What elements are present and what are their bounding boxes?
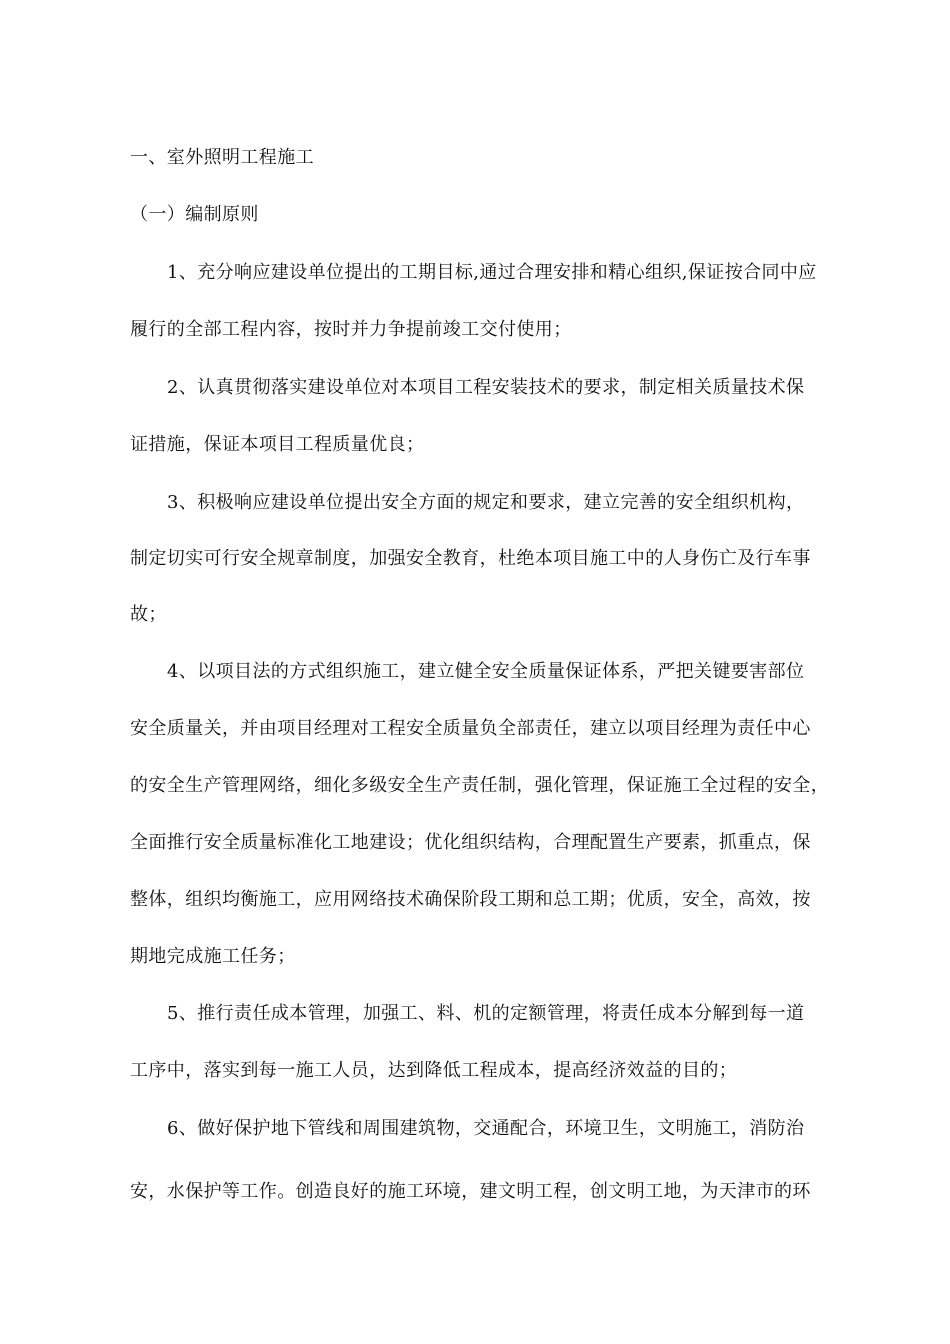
paragraph-line: 的安全生产管理网络，细化多级安全生产责任制，强化管理，保证施工全过程的安全， <box>130 775 830 796</box>
paragraph-line: 5、推行责任成本管理，加强工、料、机的定额管理，将责任成本分解到每一道 <box>167 1003 805 1024</box>
paragraph-line: 故； <box>130 604 167 625</box>
paragraph-line: 整体，组织均衡施工，应用网络技术确保阶段工期和总工期；优质，安全，高效，按 <box>130 889 811 910</box>
section-heading: 一、室外照明工程施工 <box>130 147 314 168</box>
paragraph-line: 6、做好保护地下管线和周围建筑物，交通配合，环境卫生，文明施工，消防治 <box>167 1118 805 1139</box>
paragraph-line: 期地完成施工任务； <box>130 946 296 967</box>
paragraph-line: 制定切实可行安全规章制度，加强安全教育，杜绝本项目施工中的人身伤亡及行车事 <box>130 548 811 569</box>
paragraph-line: 1、充分响应建设单位提出的工期目标,通过合理安排和精心组织,保证按合同中应 <box>167 262 817 283</box>
paragraph-line: 工序中，落实到每一施工人员，达到降低工程成本，提高经济效益的目的； <box>130 1060 738 1081</box>
paragraph-line: 3、积极响应建设单位提出安全方面的规定和要求，建立完善的安全组织机构， <box>167 492 805 513</box>
paragraph-line: 履行的全部工程内容，按时并力争提前竣工交付使用； <box>130 319 572 340</box>
paragraph-line: 4、以项目法的方式组织施工，建立健全安全质量保证体系，严把关键要害部位 <box>167 661 805 682</box>
paragraph-line: 安，水保护等工作。创造良好的施工环境，建文明工程，创文明工地，为天津市的环 <box>130 1181 811 1202</box>
paragraph-line: 2、认真贯彻落实建设单位对本项目工程安装技术的要求，制定相关质量技术保 <box>167 377 805 398</box>
paragraph-line: 安全质量关，并由项目经理对工程安全质量负全部责任，建立以项目经理为责任中心 <box>130 718 811 739</box>
paragraph-line: 全面推行安全质量标准化工地建设；优化组织结构，合理配置生产要素，抓重点，保 <box>130 832 811 853</box>
subsection-heading: （一）编制原则 <box>130 204 259 225</box>
paragraph-line: 证措施，保证本项目工程质量优良； <box>130 434 425 455</box>
